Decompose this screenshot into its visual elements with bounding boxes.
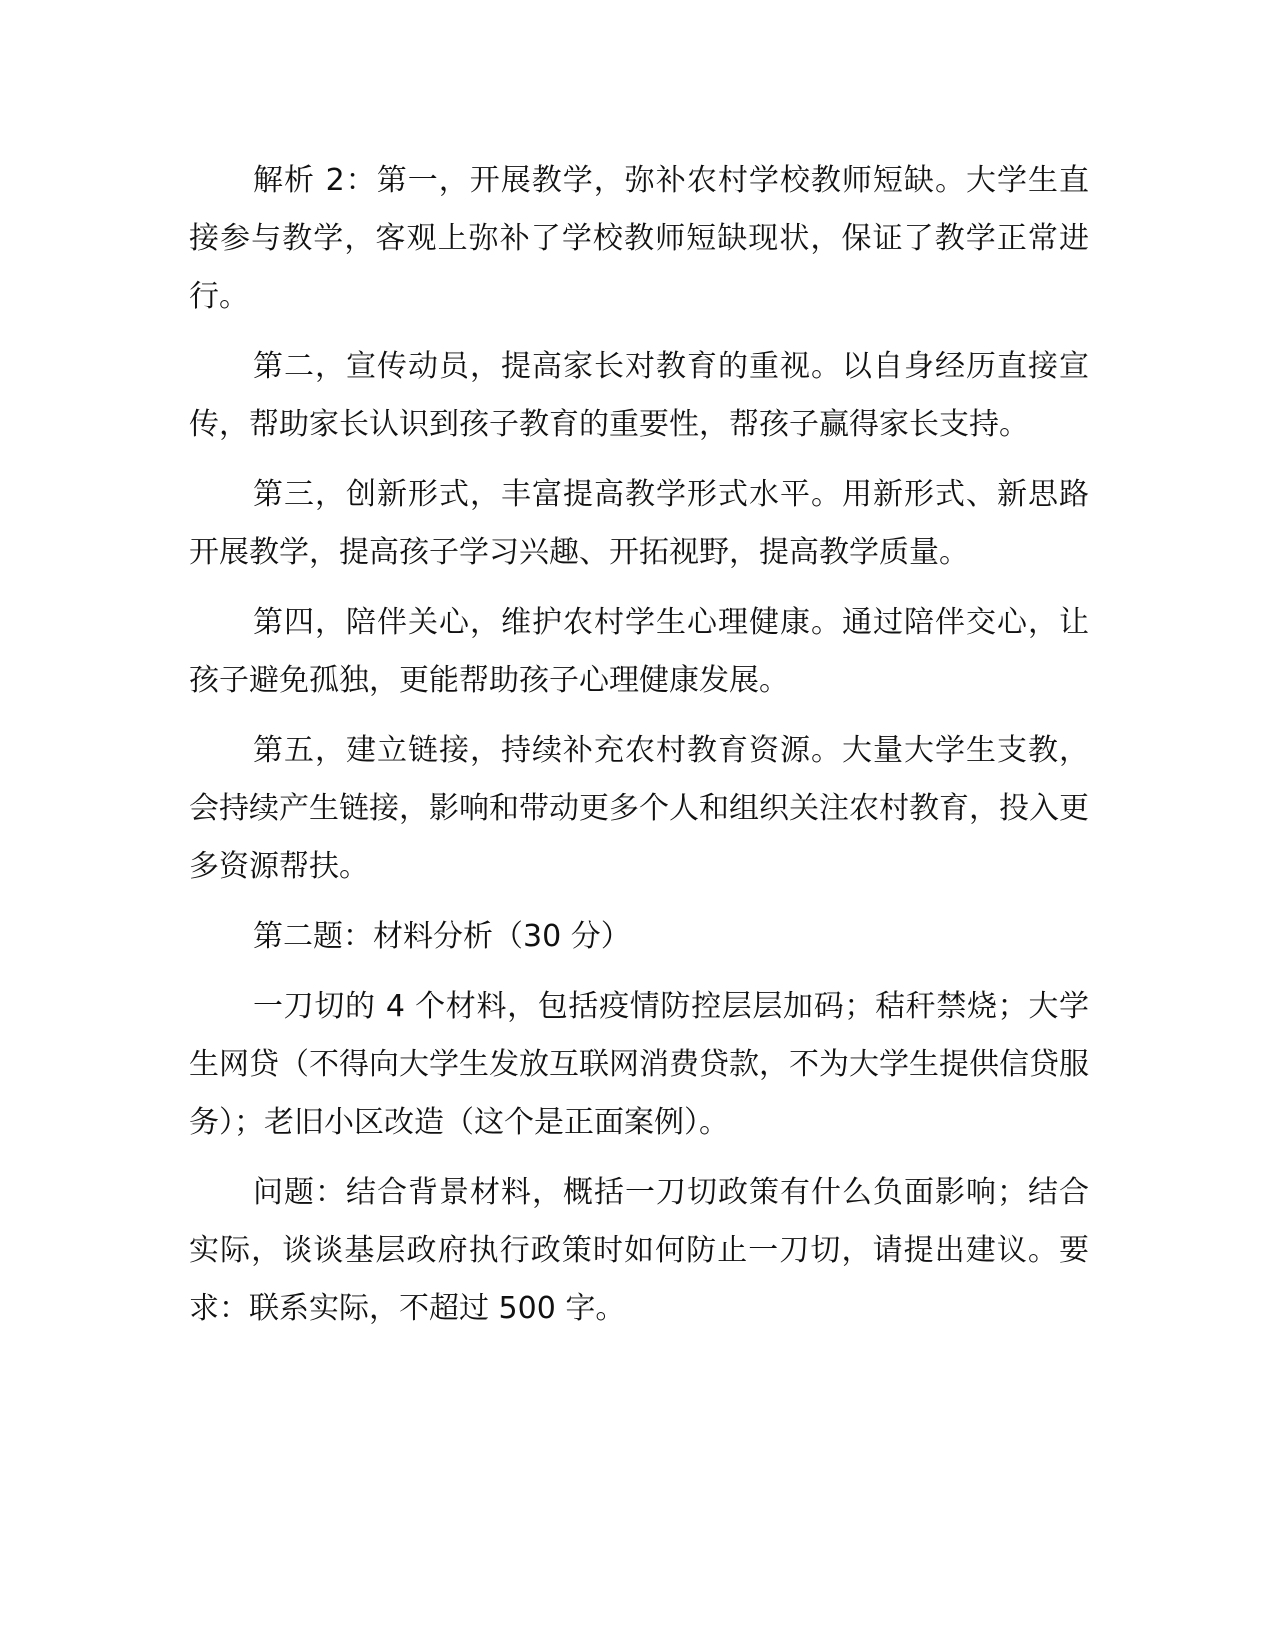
question-2-heading: 第二题：材料分析（30 分） [253, 919, 631, 954]
paragraph-question: 问题：结合背景材料，概括一刀切政策有什么负面影响；结合实际，谈谈基层政府执行政策时如何防止一刀切，请提出建议。要求：联系实际，不超过 500 字。 [189, 1175, 1089, 1326]
paragraph-third-point: 第三，创新形式，丰富提高教学形式水平。用新形式、新思路开展教学，提高孩子学习兴趣、开拓视野，提高教学质量。 [189, 477, 1089, 570]
paragraph-analysis-2-first: 解析 2：第一，开展教学，弥补农村学校教师短缺。大学生直接参与教学，客观上弥补了学校教师短缺现状，保证了教学正常进行。 [189, 163, 1089, 314]
paragraph-second-point: 第二，宣传动员，提高家长对教育的重视。以自身经历直接宣传，帮助家长认识到孩子教育的重要性，帮孩子赢得家长支持。 [189, 349, 1089, 442]
paragraph-fifth-point: 第五，建立链接，持续补充农村教育资源。大量大学生支教，会持续产生链接，影响和带动更多个人和组织关注农村教育，投入更多资源帮扶。 [189, 733, 1089, 884]
paragraph-fourth-point: 第四，陪伴关心，维护农村学生心理健康。通过陪伴交心，让孩子避免孤独，更能帮助孩子心理健康发展。 [189, 605, 1089, 698]
document-body [189, 152, 1089, 1338]
paragraph-materials: 一刀切的 4 个材料，包括疫情防控层层加码；秸秆禁烧；大学生网贷（不得向大学生发放互联网消费贷款，不为大学生提供信贷服务）；老旧小区改造（这个是正面案例）。 [189, 989, 1089, 1140]
